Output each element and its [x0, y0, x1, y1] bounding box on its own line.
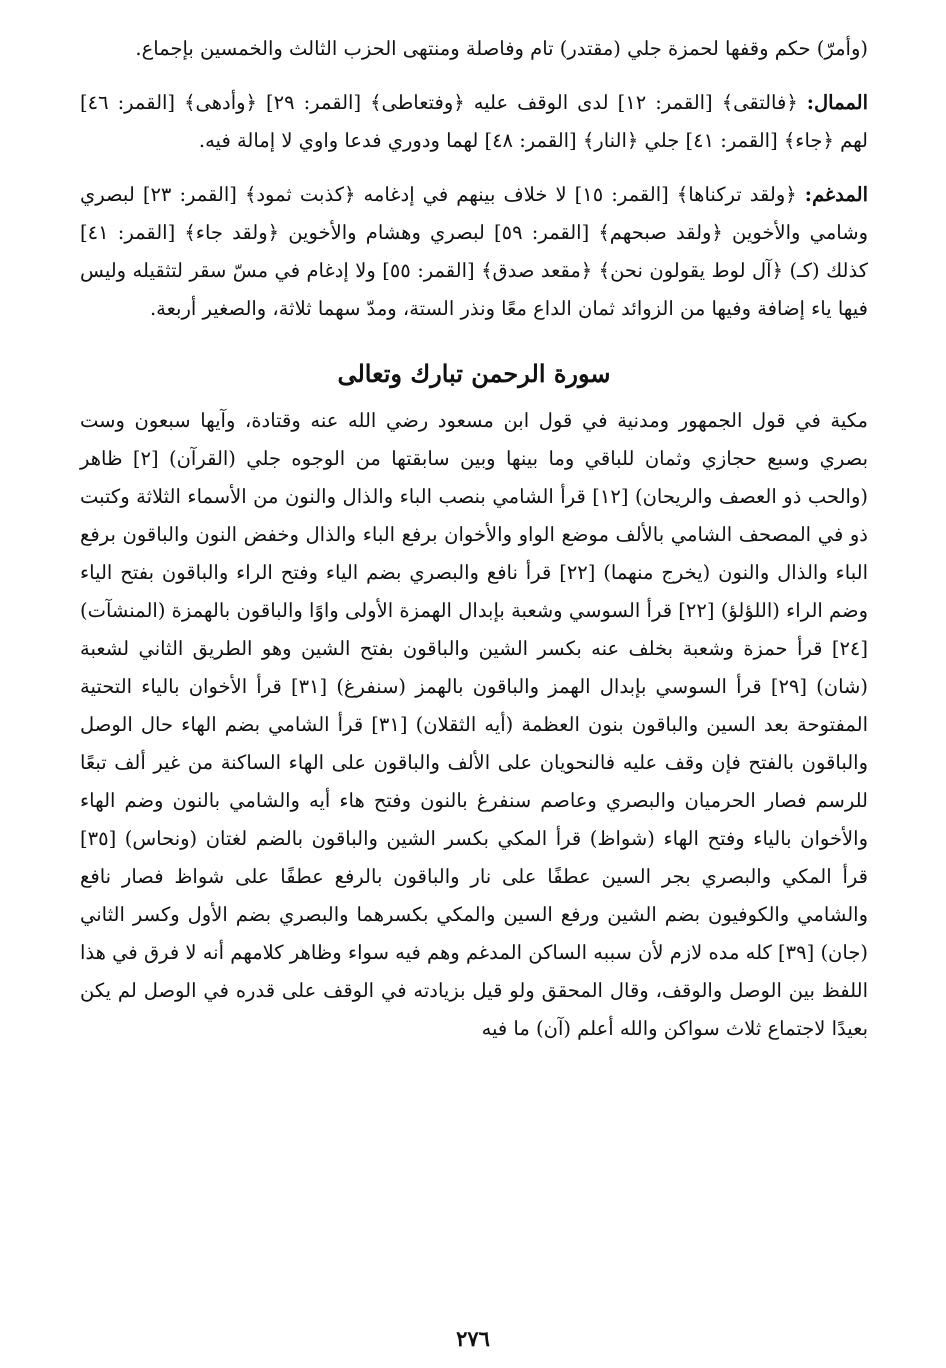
paragraph-mudgham-text: ﴿ولقد تركناها﴾ [القمر: ١٥] لا خلاف بينهم في إدغامه ﴿كذبت ثمود﴾ [القمر: ٢٣] لبصري وشامي والأخوين ﴿ولقد صبحهم﴾ [القمر: ٥٩] لبصري وهشام والأخوين ﴿ولقد جاء﴾ [القمر: ٤١] كذلك (كـ) ﴿آل لوط يقولون نحن﴾ ﴿مقعد صدق﴾ [القمر: ٥٥] ولا إدغام في مسّ سقر لتثقيله وليس فيها ياء إضافة وفيها من الزوائد ثمان الداع معًا ونذر الستة، ومدّ سهما ثلاثة، والصغير أربعة.: [80, 183, 868, 320]
paragraph-mudgham: [80, 176, 868, 328]
paragraph-mudgham-label: المدغم:: [804, 183, 868, 206]
paragraph-intro-text: (وأمرّ) حكم وقفها لحمزة جلي (مقتدر) تام وفاصلة ومنتهى الحزب الثالث والخمسين بإجماع.: [135, 37, 868, 60]
paragraph-mumal: [80, 84, 868, 160]
page-number: ٢٧٦: [456, 1326, 490, 1351]
surah-heading: سورة الرحمن تبارك وتعالى: [337, 359, 611, 388]
paragraph-mumal-text: ﴿فالتقى﴾ [القمر: ١٢] لدى الوقف عليه ﴿وفتعاطى﴾ [القمر: ٢٩] ﴿وأدهى﴾ [القمر: ٤٦] لهم ﴿جاء﴾ [القمر: ٤١] جلي ﴿النار﴾ [القمر: ٤٨] لهما ودوري فدعا واوي لا إمالة فيه.: [80, 91, 868, 152]
paragraph-mumal-label: الممال:: [806, 91, 869, 114]
surah-body: مكية في قول الجمهور ومدنية في قول ابن مسعود رضي الله عنه وقتادة، وآيها سبعون وست بصري وسبع حجازي وثمان للباقي وما بينها وبين سابقتها من الوجوه جلي (القرآن) [٢] ظاهر (والحب ذو العصف والريحان) [١٢] قرأ الشامي بنصب الباء والذال والنون من الأسماء الثلاثة وكتبت ذو في المصحف الشامي بالألف موضع الواو والأخوان برفع الباء والذال وخفض النون والباقون برفع الباء والذال والنون (يخرج منهما) [٢٢] قرأ نافع والبصري بضم الياء وفتح الراء والباقون بفتح الياء وضم الراء (اللؤلؤ) [٢٢] قرأ السوسي وشعبة بإبدال الهمزة الأولى واوًا والباقون بالهمزة (المنشآت) [٢٤] قرأ حمزة وشعبة بخلف عنه بكسر الشين والباقون بفتح الشين وهو الطريق الثاني لشعبة (شان) [٢٩] قرأ السوسي بإبدال الهمز والباقون بالهمز (سنفرغ) [٣١] قرأ الأخوان بالياء التحتية المفتوحة بعد السين والباقون بنون العظمة (أيه الثقلان) [٣١] قرأ الشامي بضم الهاء حال الوصل والباقون بالفتح فإن وقف عليه فالنحويان على الألف والباقون على الهاء الساكنة من غير ألف تبعًا للرسم فصار الحرميان والبصري وعاصم سنفرغ بالنون وفتح هاء أيه والشامي بالنون وضم الهاء والأخوان بالياء وفتح الهاء (شواظ) قرأ المكي بكسر الشين والباقون بالضم لغتان (ونحاس) [٣٥] قرأ المكي والبصري بجر السين عطفًا على نار والباقون بالرفع عطفًا على شواظ فصار نافع والشامي والكوفيون بضم الشين ورفع السين والمكي بكسرهما والبصري بضم الأول وكسر الثاني (جان) [٣٩] كله مده لازم لأن سببه الساكن المدغم وهم فيه سواء وظاهر كلامهم أنه لا فرق في هذا اللفظ بين الوصل والوقف، وقال المحقق ولو قيل بزيادته في الوقف على قدره في الوصل لم يكن بعيدًا لاجتماع ثلاث سواكن والله أعلم (آن) ما فيه: [80, 409, 869, 1040]
paragraph-gap: [80, 160, 868, 176]
paragraph-gap: [80, 68, 868, 84]
paragraph-intro: [80, 30, 868, 68]
